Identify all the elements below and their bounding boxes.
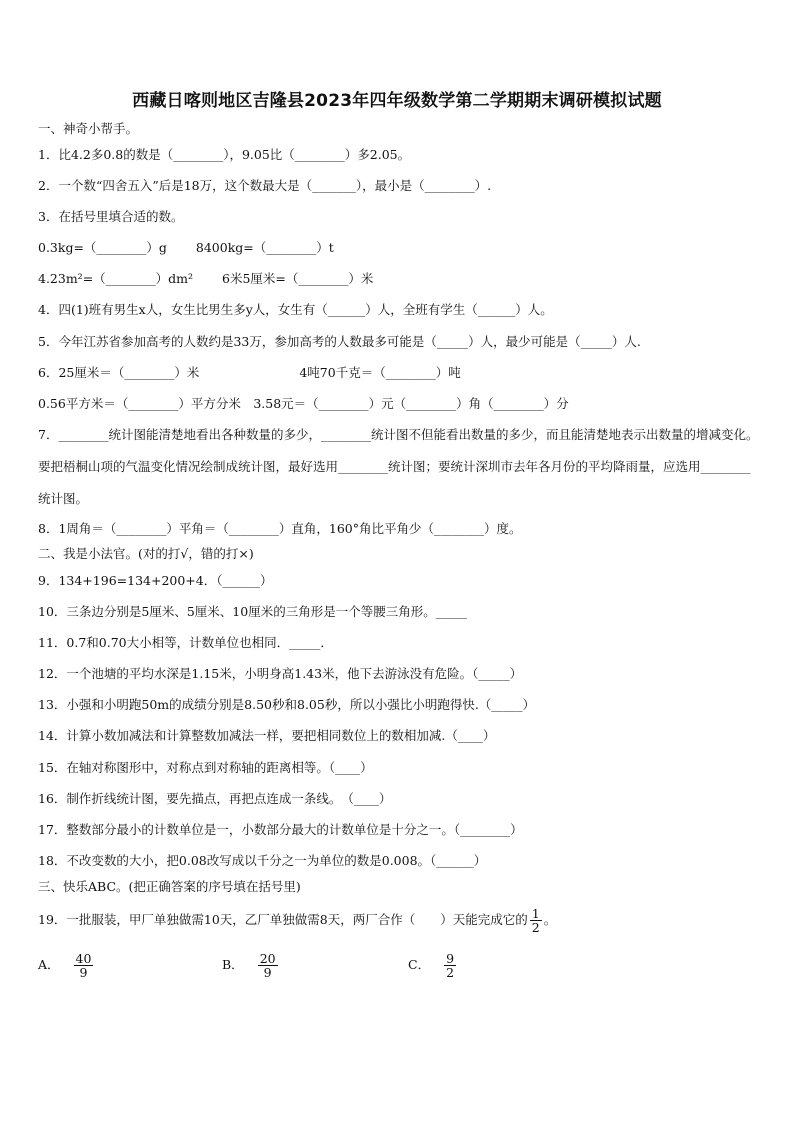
section-heading-2: 二、我是小法官。(对的打√，错的打×): [38, 546, 254, 561]
question-3-part-b: 4.23m²=（________）dm² 6米5厘米=（________）米: [38, 271, 374, 286]
question-17: 17．整数部分最小的计数单位是一，小数部分最大的计数单位是十分之一。（________）: [38, 822, 523, 837]
question-15: 15．在轴对称图形中，对称点到对称轴的距离相等。（____）: [38, 760, 373, 775]
question-4: 4．四(1)班有男生x人，女生比男生多y人，女生有（______）人，全班有学生（______）人。: [38, 302, 553, 317]
option-c-label: C．: [408, 957, 431, 972]
question-18: 18．不改变数的大小，把0.08改写成以千分之一为单位的数是0.008。（______）: [38, 853, 487, 868]
question-10: 10．三条边分别是5厘米、5厘米、10厘米的三角形是一个等腰三角形。_____: [38, 604, 467, 619]
fraction-numerator: 40: [75, 951, 92, 966]
fraction-denominator: 9: [263, 965, 272, 980]
option-b: [222, 952, 280, 979]
option-a-label: A．: [38, 957, 60, 972]
question-6-part-a: 6．25厘米＝（________）米 4吨70千克＝（________）吨: [38, 365, 461, 380]
option-a: [38, 952, 95, 979]
fraction-numerator: 1: [531, 906, 540, 921]
question-19-text: 19．一批服装，甲厂单独做需10天，乙厂单独做需8天，两厂合作（ ）天能完成它的: [38, 912, 528, 927]
fraction-numerator: 20: [259, 951, 276, 966]
fraction-denominator: 2: [446, 965, 455, 980]
question-5: 5．今年江苏省参加高考的人数约是33万，参加高考的人数最多可能是（_____）人，最少可能是（_____）人.: [38, 334, 641, 349]
page-title: 西藏日喀则地区吉隆县2023年四年级数学第二学期期末调研模拟试题: [132, 91, 662, 111]
option-b-label: B．: [222, 957, 244, 972]
question-19-end: 。: [543, 912, 557, 927]
question-8: 8．1周角＝（________）平角＝（________）直角，160°角比平角少（________）度。: [38, 521, 522, 536]
question-13: 13．小强和小明跑50m的成绩分别是8.50秒和8.05秒，所以小强比小明跑得快.（_____）: [38, 697, 536, 712]
question-2: 2．一个数“四舍五入”后是18万，这个数最大是（_______），最小是（________）.: [38, 178, 492, 193]
fraction-denominator: 9: [79, 965, 88, 980]
question-11: 11．0.7和0.70大小相等，计数单位也相同．_____．: [38, 635, 333, 650]
question-1: 1．比4.2多0.8的数是（________），9.05比（________）多2.05。: [38, 147, 411, 162]
option-b-fraction: [258, 952, 278, 979]
question-19-fraction: [530, 907, 542, 934]
option-c-fraction: [444, 952, 456, 979]
section-heading-1: 一、神奇小帮手。: [38, 121, 139, 136]
question-3: 3．在括号里填合适的数。: [38, 209, 184, 224]
question-3-part-a: 0.3kg=（________）g 8400kg=（________）t: [38, 240, 334, 255]
question-7: 7．________统计图能清楚地看出各种数量的多少，________统计图不但能看出数量的多少，而且能清楚地表示出数量的增减变化。要把梧桐山项的气温变化情况绘制成统计图，最好选用________统计图；要统计深圳市去年各月份的平均降雨量，应选用________统计图。: [38, 427, 759, 506]
option-c: [408, 952, 458, 979]
question-12: 12．一个池塘的平均水深是1.15米，小明身高1.43米，他下去游泳没有危险。（_____）: [38, 666, 523, 681]
question-14: 14．计算小数加减法和计算整数加减法一样，要把相同数位上的数相加减.（____）: [38, 728, 496, 743]
section-heading-3: 三、快乐ABC。(把正确答案的序号填在括号里): [38, 879, 301, 894]
question-19: [38, 907, 556, 934]
question-9: 9．134+196=134+200+4．（______）: [38, 573, 273, 588]
option-a-fraction: [74, 952, 94, 979]
question-16: 16．制作折线统计图，要先描点，再把点连成一条线。 （____）: [38, 791, 392, 806]
question-6-part-b: 0.56平方米＝（________）平方分米 3.58元＝（________）元（________）角（________）分: [38, 396, 569, 411]
fraction-denominator: 2: [531, 920, 540, 935]
fraction-numerator: 9: [446, 951, 455, 966]
